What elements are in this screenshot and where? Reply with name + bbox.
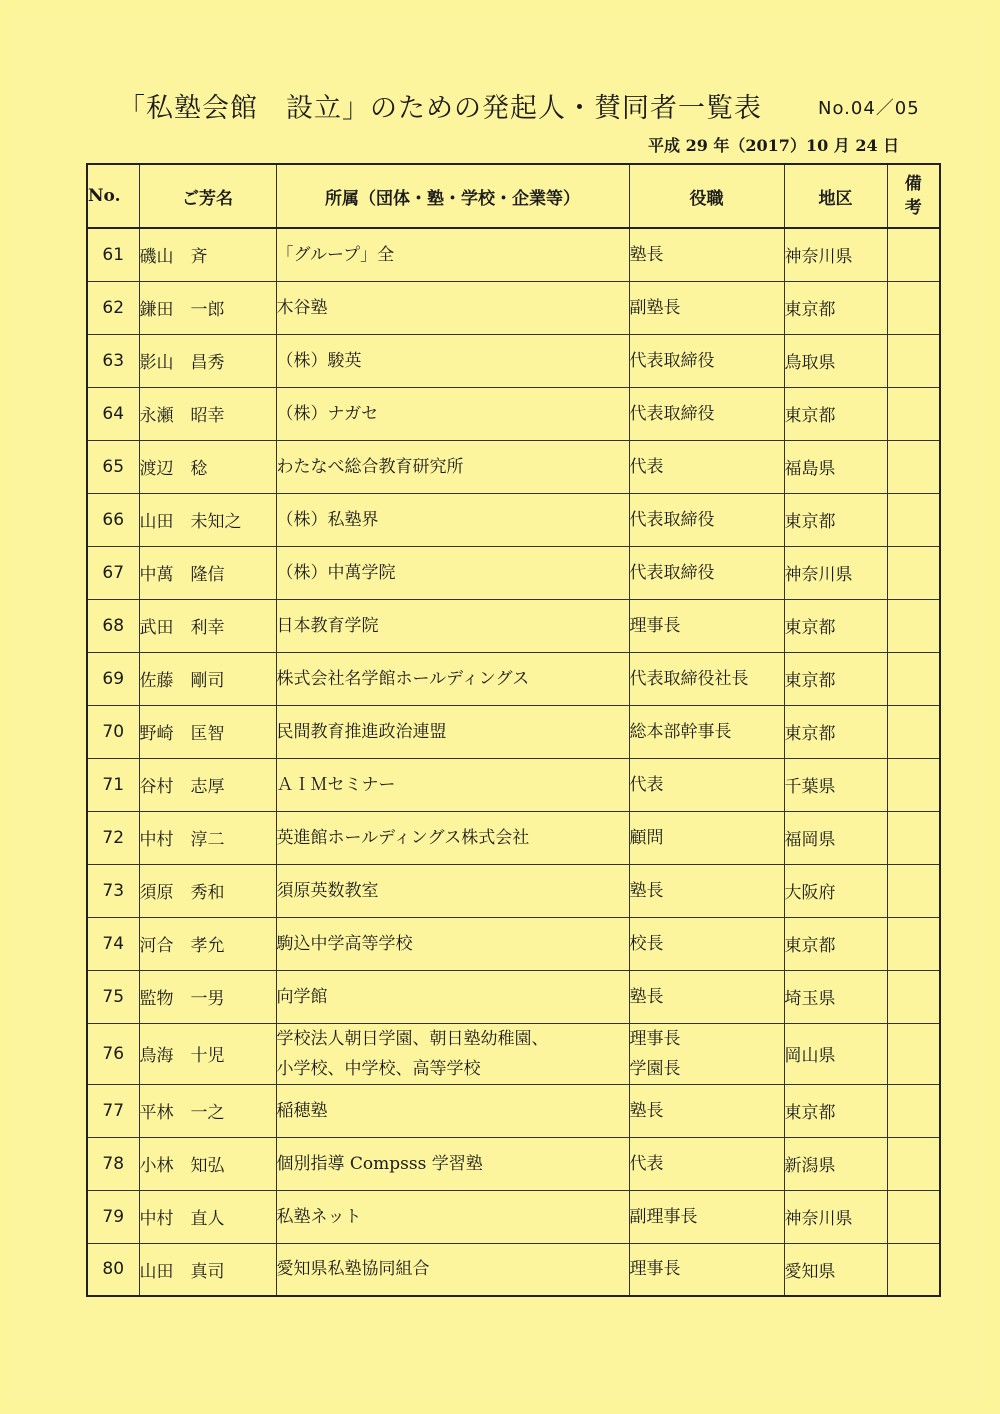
table-row bbox=[87, 758, 940, 811]
table-body bbox=[87, 228, 940, 1296]
table-row bbox=[87, 1023, 940, 1084]
affiliation-cell: 英進館ホールディングス株式会社 bbox=[276, 811, 629, 864]
region-cell: 神奈川県 bbox=[784, 228, 887, 281]
table-row bbox=[87, 281, 940, 334]
supporter-name: 山田 真司 bbox=[139, 1243, 276, 1296]
role-cell: 理事長 学園長 bbox=[629, 1023, 784, 1084]
table-row bbox=[87, 1243, 940, 1296]
affiliation-cell: 向学館 bbox=[276, 970, 629, 1023]
region-cell: 愛知県 bbox=[784, 1243, 887, 1296]
role-cell: 代表取締役 bbox=[629, 546, 784, 599]
region-cell: 神奈川県 bbox=[784, 546, 887, 599]
note-cell bbox=[887, 546, 940, 599]
header-role: 役職 bbox=[629, 164, 784, 228]
row-number: 74 bbox=[87, 917, 139, 970]
table-header-row bbox=[87, 164, 940, 228]
affiliation-cell: 私塾ネット bbox=[276, 1190, 629, 1243]
note-cell bbox=[887, 705, 940, 758]
role-cell: 代表取締役 bbox=[629, 387, 784, 440]
region-cell: 埼玉県 bbox=[784, 970, 887, 1023]
role-cell: 副塾長 bbox=[629, 281, 784, 334]
row-number: 64 bbox=[87, 387, 139, 440]
row-number: 69 bbox=[87, 652, 139, 705]
row-number: 61 bbox=[87, 228, 139, 281]
note-cell bbox=[887, 1084, 940, 1137]
table-row bbox=[87, 811, 940, 864]
region-cell: 神奈川県 bbox=[784, 1190, 887, 1243]
supporter-name: 野崎 匡智 bbox=[139, 705, 276, 758]
table-row bbox=[87, 1084, 940, 1137]
note-cell bbox=[887, 440, 940, 493]
role-cell: 塾長 bbox=[629, 970, 784, 1023]
supporter-name: 影山 昌秀 bbox=[139, 334, 276, 387]
region-cell: 岡山県 bbox=[784, 1023, 887, 1084]
supporter-name: 鳥海 十児 bbox=[139, 1023, 276, 1084]
note-cell bbox=[887, 1243, 940, 1296]
affiliation-cell: ＡＩＭセミナー bbox=[276, 758, 629, 811]
role-cell: 総本部幹事長 bbox=[629, 705, 784, 758]
note-cell bbox=[887, 811, 940, 864]
row-number: 72 bbox=[87, 811, 139, 864]
row-number: 77 bbox=[87, 1084, 139, 1137]
row-number: 76 bbox=[87, 1023, 139, 1084]
note-cell bbox=[887, 281, 940, 334]
supporters-table bbox=[86, 163, 941, 1297]
affiliation-cell: 株式会社名学館ホールディングス bbox=[276, 652, 629, 705]
note-cell bbox=[887, 758, 940, 811]
header-name: ご芳名 bbox=[139, 164, 276, 228]
affiliation-cell: 稲穂塾 bbox=[276, 1084, 629, 1137]
header-note-label: 備考 bbox=[904, 174, 922, 218]
region-cell: 東京都 bbox=[784, 599, 887, 652]
role-cell: 代表 bbox=[629, 440, 784, 493]
header-no: No. bbox=[87, 164, 139, 228]
note-cell bbox=[887, 493, 940, 546]
row-number: 70 bbox=[87, 705, 139, 758]
supporter-name: 須原 秀和 bbox=[139, 864, 276, 917]
note-cell bbox=[887, 387, 940, 440]
supporter-name: 平林 一之 bbox=[139, 1084, 276, 1137]
affiliation-cell: （株）駿英 bbox=[276, 334, 629, 387]
note-cell bbox=[887, 970, 940, 1023]
region-cell: 新潟県 bbox=[784, 1137, 887, 1190]
row-number: 66 bbox=[87, 493, 139, 546]
role-cell: 塾長 bbox=[629, 1084, 784, 1137]
affiliation-cell: 駒込中学高等学校 bbox=[276, 917, 629, 970]
supporter-name: 中村 直人 bbox=[139, 1190, 276, 1243]
supporter-name: 中萬 隆信 bbox=[139, 546, 276, 599]
region-cell: 東京都 bbox=[784, 652, 887, 705]
row-number: 80 bbox=[87, 1243, 139, 1296]
region-cell: 東京都 bbox=[784, 917, 887, 970]
row-number: 63 bbox=[87, 334, 139, 387]
row-number: 75 bbox=[87, 970, 139, 1023]
table-row bbox=[87, 334, 940, 387]
supporter-name: 谷村 志厚 bbox=[139, 758, 276, 811]
row-number: 79 bbox=[87, 1190, 139, 1243]
note-cell bbox=[887, 652, 940, 705]
affiliation-cell: 民間教育推進政治連盟 bbox=[276, 705, 629, 758]
role-cell: 理事長 bbox=[629, 599, 784, 652]
supporter-name: 山田 未知之 bbox=[139, 493, 276, 546]
role-cell: 副理事長 bbox=[629, 1190, 784, 1243]
table-row bbox=[87, 970, 940, 1023]
supporter-name: 磯山 斉 bbox=[139, 228, 276, 281]
region-cell: 東京都 bbox=[784, 1084, 887, 1137]
header-note bbox=[887, 164, 940, 228]
affiliation-cell: 学校法人朝日学園、朝日塾幼稚園、 小学校、中学校、高等学校 bbox=[276, 1023, 629, 1084]
role-cell: 代表取締役社長 bbox=[629, 652, 784, 705]
role-cell: 塾長 bbox=[629, 864, 784, 917]
header-affiliation: 所属（団体・塾・学校・企業等） bbox=[276, 164, 629, 228]
row-number: 65 bbox=[87, 440, 139, 493]
table-row bbox=[87, 705, 940, 758]
supporter-name: 佐藤 剛司 bbox=[139, 652, 276, 705]
affiliation-cell: 日本教育学院 bbox=[276, 599, 629, 652]
region-cell: 福島県 bbox=[784, 440, 887, 493]
region-cell: 東京都 bbox=[784, 387, 887, 440]
role-cell: 代表 bbox=[629, 1137, 784, 1190]
supporter-name: 鎌田 一郎 bbox=[139, 281, 276, 334]
table-row bbox=[87, 652, 940, 705]
supporter-name: 武田 利幸 bbox=[139, 599, 276, 652]
row-number: 62 bbox=[87, 281, 139, 334]
affiliation-cell: 須原英数教室 bbox=[276, 864, 629, 917]
role-cell: 塾長 bbox=[629, 228, 784, 281]
supporter-name: 河合 孝允 bbox=[139, 917, 276, 970]
affiliation-cell: （株）中萬学院 bbox=[276, 546, 629, 599]
document-title: 「私塾会館 設立」のための発起人・賛同者一覧表 bbox=[118, 93, 762, 124]
region-cell: 東京都 bbox=[784, 281, 887, 334]
note-cell bbox=[887, 1190, 940, 1243]
row-number: 67 bbox=[87, 546, 139, 599]
table-row bbox=[87, 1137, 940, 1190]
affiliation-cell: （株）ナガセ bbox=[276, 387, 629, 440]
affiliation-cell: 「グループ」全 bbox=[276, 228, 629, 281]
region-cell: 福岡県 bbox=[784, 811, 887, 864]
table-row bbox=[87, 493, 940, 546]
table-row bbox=[87, 864, 940, 917]
document-date: 平成 29 年（2017）10 月 24 日 bbox=[648, 136, 900, 155]
row-number: 78 bbox=[87, 1137, 139, 1190]
row-number: 73 bbox=[87, 864, 139, 917]
supporter-name: 監物 一男 bbox=[139, 970, 276, 1023]
region-cell: 千葉県 bbox=[784, 758, 887, 811]
supporter-name: 永瀬 昭幸 bbox=[139, 387, 276, 440]
table-row bbox=[87, 387, 940, 440]
role-cell: 代表取締役 bbox=[629, 334, 784, 387]
note-cell bbox=[887, 1023, 940, 1084]
role-cell: 理事長 bbox=[629, 1243, 784, 1296]
region-cell: 大阪府 bbox=[784, 864, 887, 917]
table-row bbox=[87, 917, 940, 970]
table-row bbox=[87, 599, 940, 652]
note-cell bbox=[887, 599, 940, 652]
affiliation-cell: （株）私塾界 bbox=[276, 493, 629, 546]
table-row bbox=[87, 440, 940, 493]
note-cell bbox=[887, 1137, 940, 1190]
row-number: 68 bbox=[87, 599, 139, 652]
note-cell bbox=[887, 864, 940, 917]
affiliation-cell: 愛知県私塾協同組合 bbox=[276, 1243, 629, 1296]
row-number: 71 bbox=[87, 758, 139, 811]
table-row bbox=[87, 1190, 940, 1243]
region-cell: 東京都 bbox=[784, 705, 887, 758]
supporter-name: 中村 淳二 bbox=[139, 811, 276, 864]
supporter-name: 渡辺 稔 bbox=[139, 440, 276, 493]
table-row bbox=[87, 546, 940, 599]
header-region: 地区 bbox=[784, 164, 887, 228]
region-cell: 鳥取県 bbox=[784, 334, 887, 387]
affiliation-cell: 個別指導 Compsss 学習塾 bbox=[276, 1137, 629, 1190]
region-cell: 東京都 bbox=[784, 493, 887, 546]
role-cell: 顧問 bbox=[629, 811, 784, 864]
table-row bbox=[87, 228, 940, 281]
note-cell bbox=[887, 917, 940, 970]
note-cell bbox=[887, 334, 940, 387]
note-cell bbox=[887, 228, 940, 281]
affiliation-cell: わたなべ総合教育研究所 bbox=[276, 440, 629, 493]
page-number: No.04／05 bbox=[818, 98, 920, 119]
role-cell: 校長 bbox=[629, 917, 784, 970]
supporter-name: 小林 知弘 bbox=[139, 1137, 276, 1190]
affiliation-cell: 木谷塾 bbox=[276, 281, 629, 334]
role-cell: 代表取締役 bbox=[629, 493, 784, 546]
role-cell: 代表 bbox=[629, 758, 784, 811]
